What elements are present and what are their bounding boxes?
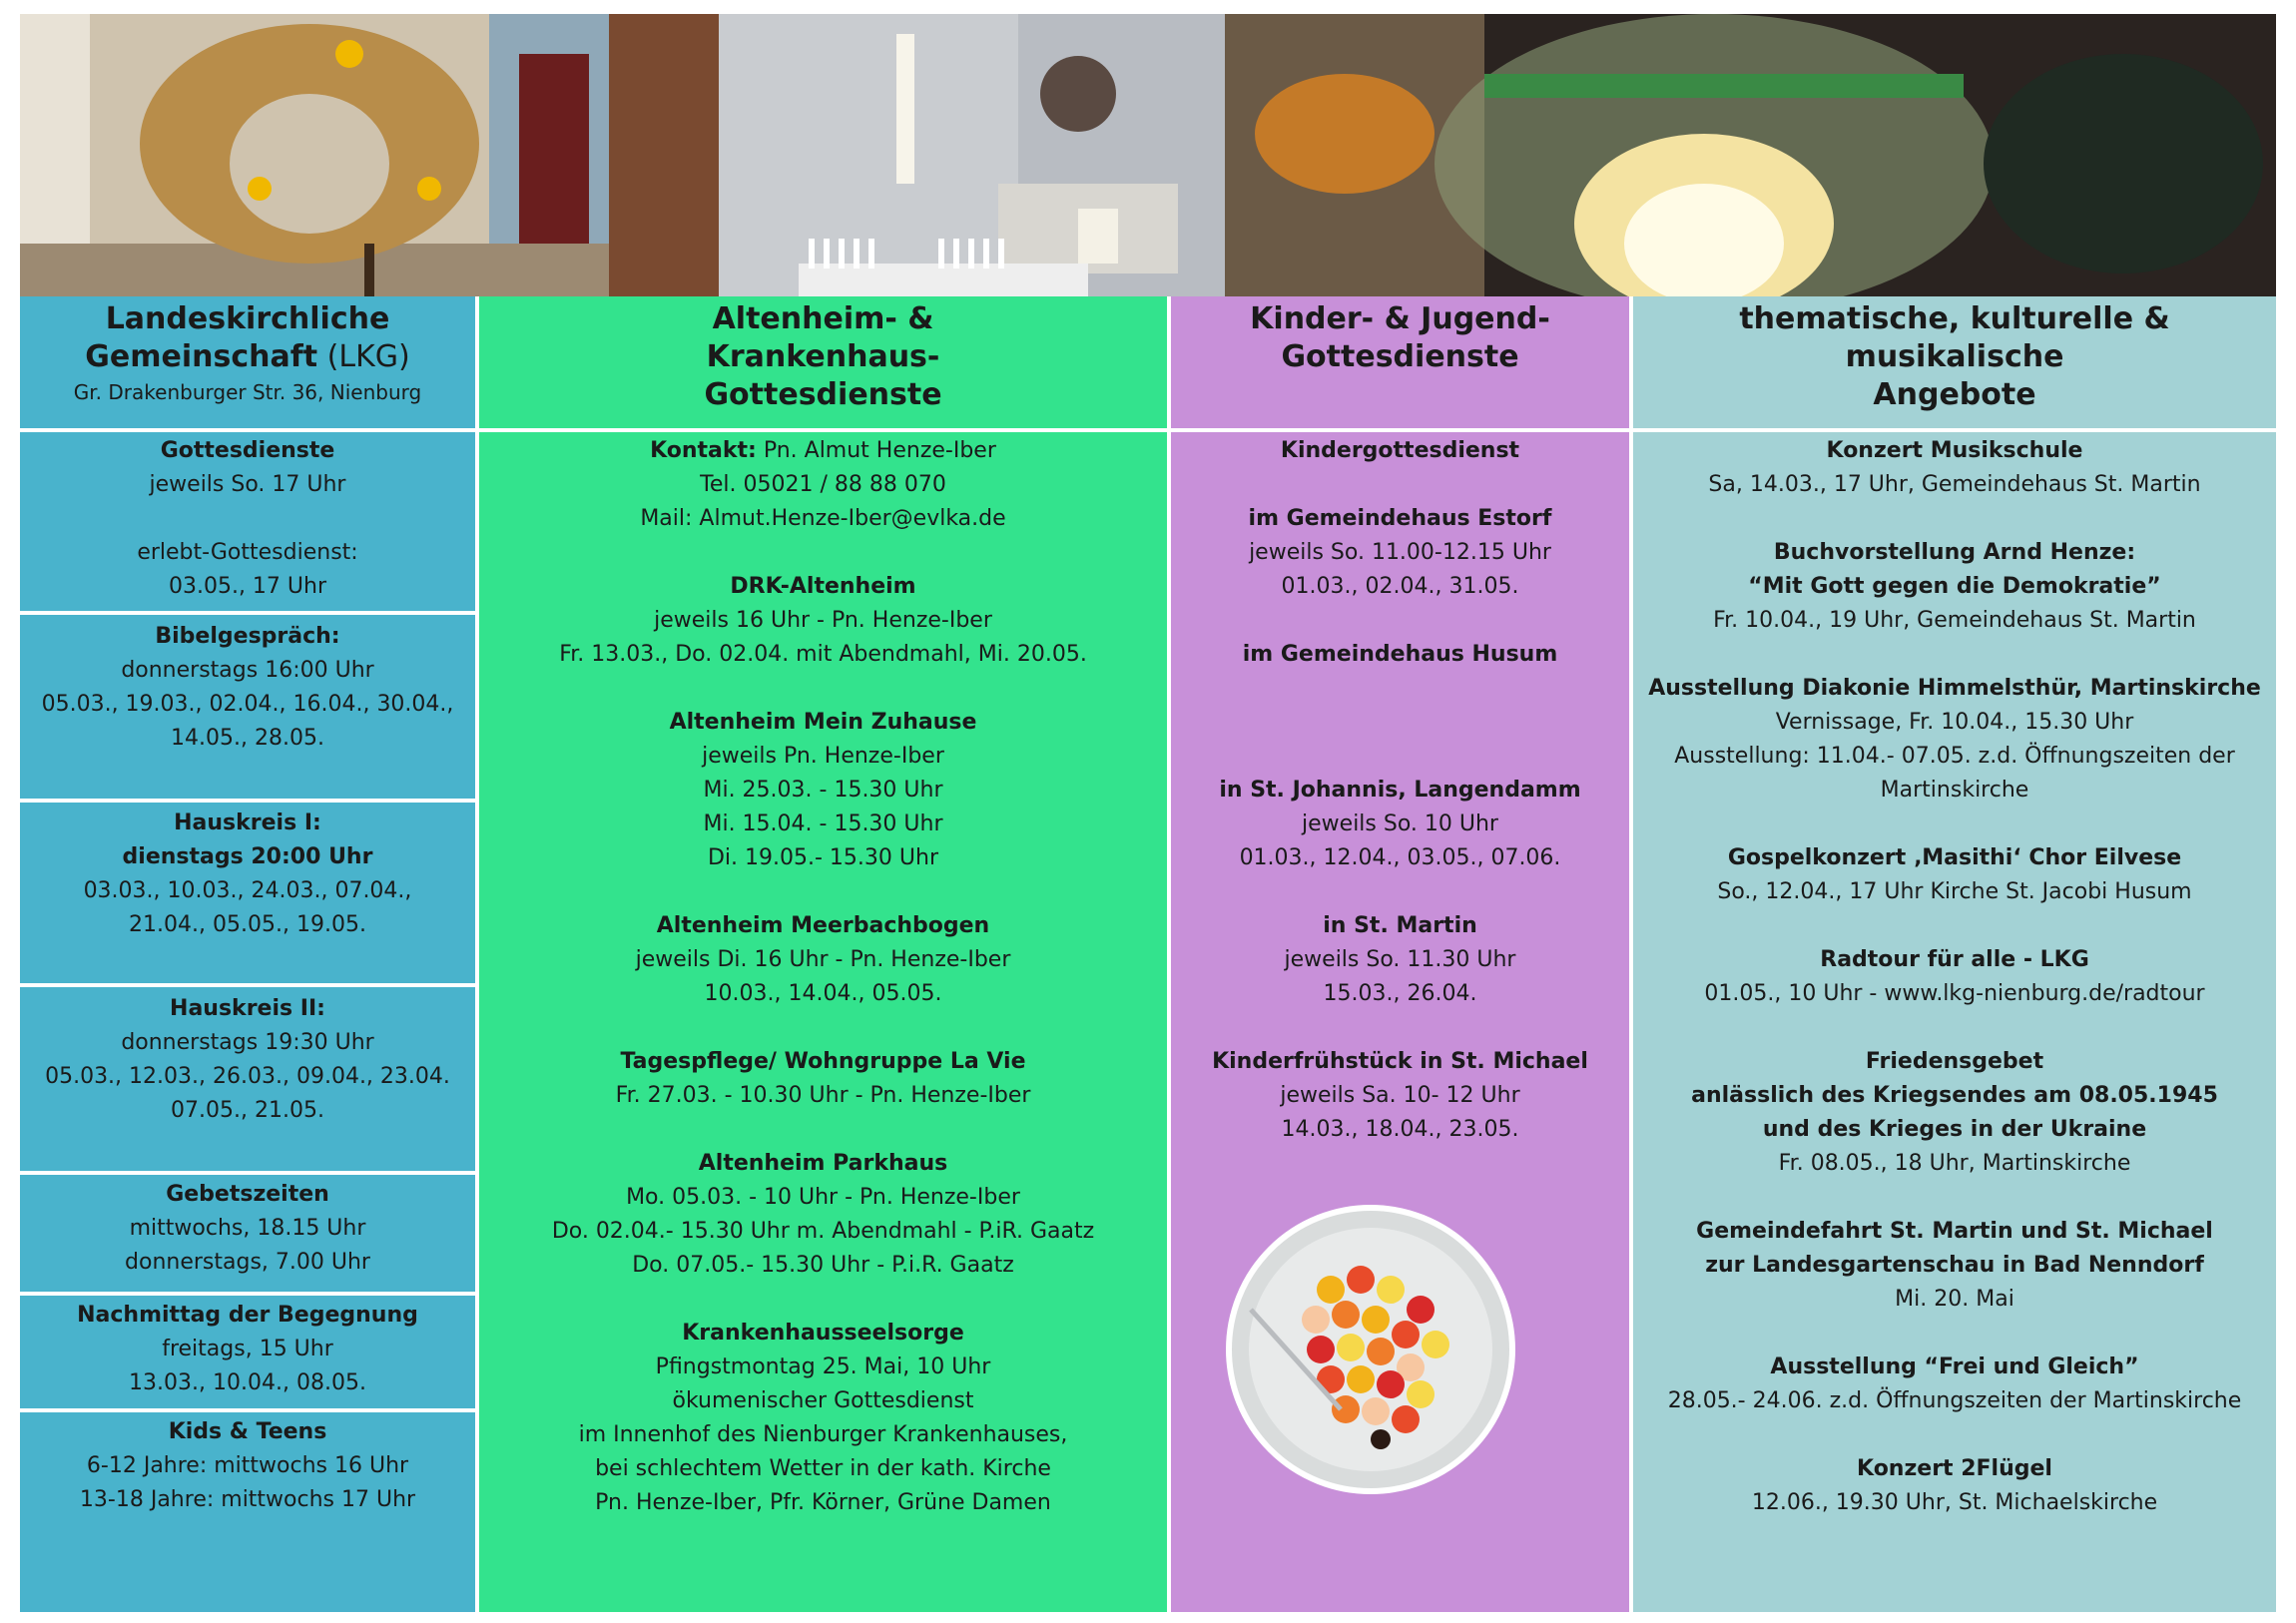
block-title: Kids & Teens [168,1419,327,1444]
lkg-title-suffix: (LKG) [317,339,410,374]
alt-item-krankenhausseelsorge [479,1317,1167,1520]
item-line: Fr. 27.03. - 10.30 Uhr - Pn. Henze-Iber [615,1083,1031,1108]
item-title: Krankenhausseelsorge [682,1321,964,1346]
kinder-content [1171,434,1629,1181]
item-line: Martinskirche [1880,778,2029,803]
contact-block [479,434,1167,536]
altenheim-title: Altenheim- & Krankenhaus- Gottesdienste [704,301,942,412]
item-line: Pfingstmontag 25. Mai, 10 Uhr [655,1354,991,1379]
block-line: 03.05., 17 Uhr [168,574,327,599]
them-item-radtour [1633,943,2276,1011]
block-title: Gebetszeiten [166,1182,329,1207]
item-line: Vernissage, Fr. 10.04., 15.30 Uhr [1775,710,2134,735]
angebote-column [1633,296,2276,1612]
item-title: Altenheim Meerbachbogen [656,913,990,938]
kind-item-estorf [1171,502,1629,604]
lkg-column [20,296,475,1612]
them-item-buchvorstellung [1633,536,2276,638]
block-line: 6-12 Jahre: mittwochs 16 Uhr [86,1453,409,1478]
item-title: Altenheim Mein Zuhause [669,710,977,735]
contact-name: Pn. Almut Henze-Iber [756,438,996,463]
lkg-block-gottesdienste [20,434,475,604]
block-line: jeweils So. 17 Uhr [149,472,346,497]
block-title: Hauskreis II: [170,996,325,1021]
item-line: jeweils So. 11.30 Uhr [1284,947,1516,972]
item-line: jeweils Sa. 10- 12 Uhr [1280,1083,1520,1108]
block-line: donnerstags, 7.00 Uhr [125,1250,370,1275]
block-line-bold: dienstags 20:00 Uhr [122,844,373,869]
contact-email: Mail: Almut.Henze-Iber@evlka.de [640,506,1006,531]
them-item-friedensgebet [1633,1045,2276,1181]
item-title: Konzert 2Flügel [1857,1456,2052,1481]
gummy-bears-bowl-image [1221,1200,1520,1499]
item-title: Altenheim Parkhaus [698,1151,948,1176]
item-title: DRK-Altenheim [730,574,916,599]
item-title: Gemeindefahrt St. Martin und St. Michael [1696,1219,2213,1244]
angebote-content [1633,434,2276,1554]
item-line: 12.06., 19.30 Uhr, St. Michaelskirche [1751,1490,2158,1515]
block-line [20,502,475,536]
block-line: 13.03., 10.04., 08.05. [129,1370,366,1395]
item-line-bold: zur Landesgartenschau in Bad Nenndorf [1705,1253,2204,1278]
lkg-block-kids-teens [20,1415,475,1517]
item-line: Mi. 20. Mai [1895,1287,2014,1312]
alt-item-parkhaus [479,1147,1167,1283]
block-title: Nachmittag der Begegnung [77,1303,418,1328]
block-separator [20,983,475,987]
lkg-header [20,296,475,428]
block-line: 21.04., 05.05., 19.05. [129,912,366,937]
kind-item-husum [1171,638,1629,706]
block-line: 05.03., 19.03., 02.04., 16.04., 30.04., [41,692,454,717]
altenheim-content [479,434,1167,1554]
item-line: Fr. 13.03., Do. 02.04. mit Abendmahl, Mi. 20.05. [559,642,1087,667]
item-line: 01.03., 02.04., 31.05. [1281,574,1519,599]
item-line: Fr. 08.05., 18 Uhr, Martinskirche [1778,1151,2131,1176]
item-line: Sa, 14.03., 17 Uhr, Gemeindehaus St. Martin [1708,472,2201,497]
item-line: 10.03., 14.04., 05.05. [704,981,942,1006]
candle-jar-photo [1225,14,2276,296]
block-line: 03.03., 10.03., 24.03., 07.04., [83,878,412,903]
item-title: im Gemeindehaus Husum [1242,642,1558,667]
item-title: Tagespflege/ Wohngruppe La Vie [620,1049,1026,1074]
item-line: 14.03., 18.04., 23.05. [1281,1117,1519,1142]
kinder-column [1171,296,1629,1612]
them-item-gospelkonzert [1633,841,2276,909]
block-separator [20,1171,475,1175]
block-line: mittwochs, 18.15 Uhr [129,1216,366,1241]
item-line-bold: und des Krieges in der Ukraine [1762,1117,2147,1142]
item-line: Pn. Henze-Iber, Pfr. Körner, Grüne Damen [595,1490,1051,1515]
block-title: Bibelgespräch: [155,624,340,649]
item-line: Fr. 10.04., 19 Uhr, Gemeindehaus St. Martin [1713,608,2196,633]
block-line: 13-18 Jahre: mittwochs 17 Uhr [79,1487,416,1512]
item-line: im Innenhof des Nienburger Krankenhauses, [578,1422,1068,1447]
kinder-heading [1171,434,1629,468]
them-item-ausstellung-frei-gleich [1633,1351,2276,1418]
harvest-wreath-photo [20,14,609,296]
item-line: bei schlechtem Wetter in der kath. Kirche [595,1456,1051,1481]
angebote-header [1633,296,2276,428]
block-line: 14.05., 28.05. [171,726,324,751]
item-line: Mi. 15.04. - 15.30 Uhr [703,812,943,836]
item-line-bold: “Mit Gott gegen die Demokratie” [1748,574,2161,599]
item-line: ökumenischer Gottesdienst [672,1388,974,1413]
lkg-block-hauskreis-1 [20,807,475,942]
item-title: Friedensgebet [1865,1049,2044,1074]
item-title: im Gemeindehaus Estorf [1248,506,1552,531]
them-item-konzert-musikschule [1633,434,2276,502]
item-title: Kinderfrühstück in St. Michael [1212,1049,1588,1074]
them-item-konzert-2fluegel [1633,1452,2276,1520]
item-title: Konzert Musikschule [1826,438,2083,463]
item-line: Di. 19.05.- 15.30 Uhr [707,845,938,870]
lkg-block-gebetszeiten [20,1178,475,1280]
contact-phone: Tel. 05021 / 88 88 070 [700,472,946,497]
kinder-header [1171,296,1629,428]
lkg-address: Gr. Drakenburger Str. 36, Nienburg [73,380,422,404]
item-line: Mo. 05.03. - 10 Uhr - Pn. Henze-Iber [626,1185,1020,1210]
item-title: in St. Johannis, Langendamm [1219,778,1581,803]
them-item-gemeindefahrt [1633,1215,2276,1317]
altenheim-column [479,296,1167,1612]
item-line: 01.05., 10 Uhr - www.lkg-nienburg.de/radtour [1704,981,2205,1006]
item-line: Ausstellung: 11.04.- 07.05. z.d. Öffnungszeiten der [1674,744,2235,769]
item-line: jeweils Pn. Henze-Iber [702,744,944,769]
header-divider [479,428,1167,432]
block-title: Gottesdienste [160,438,335,463]
block-line: 07.05., 21.05. [171,1098,324,1123]
item-line: jeweils 16 Uhr - Pn. Henze-Iber [654,608,992,633]
item-title: Ausstellung “Frei und Gleich” [1770,1354,2139,1379]
item-line: jeweils So. 11.00-12.15 Uhr [1249,540,1551,565]
item-title: in St. Martin [1323,913,1477,938]
alt-item-meerbachbogen [479,909,1167,1011]
lkg-block-nachmittag [20,1299,475,1400]
item-line: jeweils So. 10 Uhr [1302,812,1498,836]
block-title: Hauskreis I: [174,811,321,835]
block-separator [20,799,475,803]
block-line: erlebt-Gottesdienst: [137,540,358,565]
item-title: Ausstellung Diakonie Himmelsthür, Martinskirche [1648,676,2261,701]
altenheim-header [479,296,1167,428]
item-line: 15.03., 26.04. [1323,981,1477,1006]
item-line: So., 12.04., 17 Uhr Kirche St. Jacobi Husum [1717,879,2192,904]
section-heading: Kindergottesdienst [1280,438,1520,463]
block-separator [20,1292,475,1296]
kind-item-st-martin [1171,909,1629,1011]
header-divider [1171,428,1629,432]
header-divider [1633,428,2276,432]
block-separator [20,1408,475,1412]
block-separator [20,611,475,615]
block-line: donnerstags 16:00 Uhr [121,658,374,683]
item-line: Do. 07.05.- 15.30 Uhr - P.i.R. Gaatz [632,1253,1014,1278]
alt-item-mein-zuhause [479,706,1167,875]
block-line: donnerstags 19:30 Uhr [121,1030,374,1055]
item-line-bold: anlässlich des Kriegsendes am 08.05.1945 [1691,1083,2218,1108]
item-title: Buchvorstellung Arnd Henze: [1773,540,2136,565]
kinder-title: Kinder- & Jugend- Gottesdienste [1250,301,1550,374]
block-line: 05.03., 12.03., 26.03., 09.04., 23.04. [45,1064,450,1089]
them-item-ausstellung-diakonie [1633,672,2276,808]
alt-item-tagespflege [479,1045,1167,1113]
item-line: jeweils Di. 16 Uhr - Pn. Henze-Iber [635,947,1011,972]
item-line: Do. 02.04.- 15.30 Uhr m. Abendmahl - P.iR. Gaatz [551,1219,1095,1244]
lkg-title: Landeskirchliche Gemeinschaft [85,301,390,374]
church-altar-photo [609,14,1225,296]
item-line: 01.03., 12.04., 03.05., 07.06. [1239,845,1561,870]
kind-item-fruehstueck [1171,1045,1629,1147]
kind-item-johannis [1171,774,1629,875]
header-divider [20,428,475,432]
contact-label: Kontakt: [650,438,757,463]
item-title: Gospelkonzert ‚Masithi‘ Chor Eilvese [1727,845,2182,870]
item-title: Radtour für alle - LKG [1820,947,2089,972]
alt-item-drk [479,570,1167,672]
item-line: 28.05.- 24.06. z.d. Öffnungszeiten der Martinskirche [1667,1388,2242,1413]
item-line: Mi. 25.03. - 15.30 Uhr [703,778,943,803]
angebote-title: thematische, kulturelle & musikalische Angebote [1739,301,2170,412]
lkg-block-bibelgespraech [20,620,475,756]
block-line: freitags, 15 Uhr [162,1337,333,1361]
lkg-block-hauskreis-2 [20,992,475,1128]
